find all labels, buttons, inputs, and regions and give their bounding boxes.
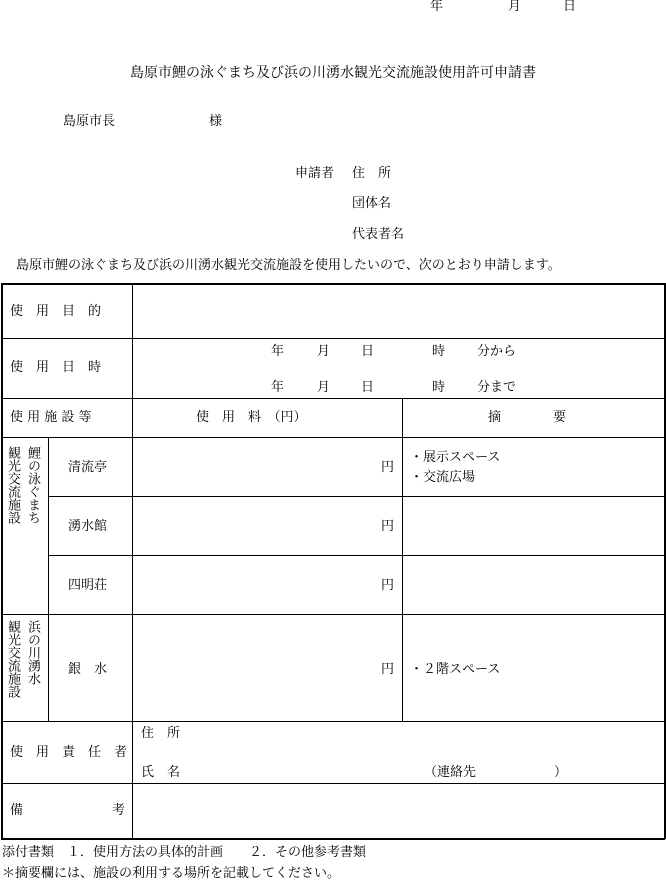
- facility-name: 銀 水: [68, 662, 108, 677]
- row-rule: [1, 338, 665, 339]
- table-border-right: [664, 283, 666, 839]
- facility-name: 清流亭: [68, 460, 108, 475]
- from-day-label: 日: [361, 344, 375, 359]
- remark-line: ・展示スペース: [410, 450, 501, 465]
- row-rule: [48, 496, 665, 497]
- group2-category-label: 観光交流施設: [5, 620, 20, 698]
- remarks-input[interactable]: [404, 557, 663, 613]
- group1-name-label: 鯉の泳ぐまち: [25, 446, 40, 524]
- addressee-honorific: 様: [209, 114, 223, 129]
- responsible-address-label: 住 所: [141, 726, 181, 741]
- remarks-instruction: ＊摘要欄には、施設の利用する場所を記載してください。: [2, 866, 341, 881]
- remarks-header-label: 摘 要: [488, 410, 567, 425]
- group1-category-label: 観光交流施設: [5, 446, 20, 524]
- date-day-label: 日: [563, 0, 577, 14]
- purpose-label: 使 用 目 的: [10, 304, 102, 319]
- row-rule: [1, 614, 665, 615]
- applicant-address-label: 住 所: [352, 166, 392, 181]
- fee-unit: 円: [381, 460, 395, 475]
- fee-unit: 円: [381, 519, 395, 534]
- document-title: 島原市鯉の泳ぐまち及び浜の川湧水観光交流施設使用許可申請書: [130, 65, 536, 81]
- datetime-from[interactable]: [134, 340, 663, 364]
- row-rule: [1, 721, 665, 722]
- fee-unit: 円: [381, 578, 395, 593]
- facility-name: 湧水館: [68, 519, 108, 534]
- from-hour-label: 時: [432, 344, 446, 359]
- to-month-label: 月: [317, 380, 331, 395]
- col-rule-remarks: [402, 398, 403, 721]
- remark-line: ・２階スペース: [410, 662, 501, 677]
- row-rule: [1, 398, 665, 399]
- responsible-contact-label: （連絡先 ）: [424, 765, 568, 780]
- responsible-name-label: 氏 名: [141, 765, 181, 780]
- facility-name: 四明荘: [68, 578, 108, 593]
- fee-input[interactable]: [134, 498, 401, 554]
- facility-header-label: 使 用 施 設 等: [10, 410, 92, 425]
- date-year-label: 年: [430, 0, 444, 14]
- date-month-label: 月: [508, 0, 522, 14]
- applicant-organization-label: 団体名: [352, 196, 392, 211]
- remark-line: ・交流広場: [410, 470, 476, 485]
- row-rule: [1, 783, 665, 784]
- purpose-input[interactable]: [134, 285, 663, 337]
- notes-label-left: 備: [10, 803, 24, 818]
- remarks-input[interactable]: [404, 498, 663, 554]
- datetime-to[interactable]: [134, 374, 663, 396]
- table-border-bottom: [1, 838, 665, 840]
- responsible-label: 使 用 責 任 者: [10, 745, 128, 760]
- from-year-label: 年: [271, 344, 285, 359]
- from-month-label: 月: [317, 344, 331, 359]
- table-border-left: [1, 283, 3, 839]
- datetime-label: 使 用 日 時: [10, 360, 102, 375]
- applicant-representative-label: 代表者名: [352, 227, 405, 242]
- fee-input[interactable]: [134, 557, 401, 613]
- fee-input[interactable]: [134, 439, 401, 495]
- intro-text: 島原市鯉の泳ぐまち及び浜の川湧水観光交流施設を使用したいので、次のとおり申請します。: [16, 258, 561, 273]
- fee-input[interactable]: [134, 616, 401, 720]
- to-minute-label: 分まで: [477, 380, 517, 395]
- applicant-label: 申請者: [295, 166, 335, 181]
- row-rule: [48, 555, 665, 556]
- to-year-label: 年: [271, 380, 285, 395]
- from-minute-label: 分から: [477, 344, 517, 359]
- row-rule: [1, 437, 665, 438]
- fee-header-label: 使 用 料 （円）: [196, 410, 307, 425]
- date-header: [430, 0, 590, 14]
- col-rule-label: [132, 283, 133, 838]
- to-day-label: 日: [361, 380, 375, 395]
- group2-name-label: 浜の川湧水: [25, 620, 40, 685]
- fee-unit: 円: [381, 662, 395, 677]
- notes-label-right: 考: [112, 803, 126, 818]
- addressee-name: 島原市長: [63, 114, 116, 129]
- notes-input[interactable]: [134, 785, 663, 837]
- col-rule-group: [48, 437, 49, 721]
- to-hour-label: 時: [432, 380, 446, 395]
- attachments-note: 添付書類 １．使用方法の具体的計画 ２．その他参考書類: [2, 845, 367, 860]
